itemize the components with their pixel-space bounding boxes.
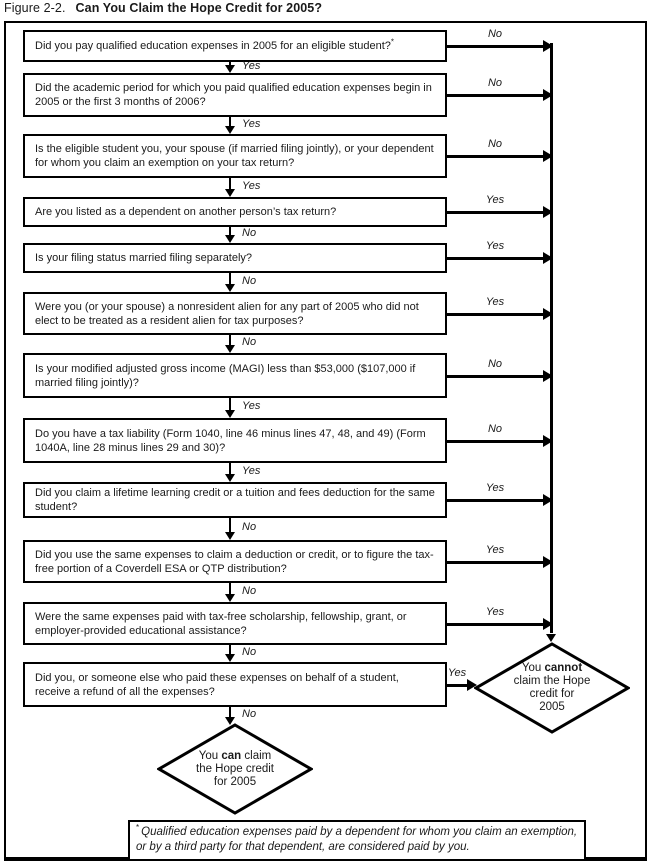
question-text: Do you have a tax liability (Form 1040, line 46 minus lines 47, 48, and 49) (Form 1040A, line 28 minus lines 29 and 30)? [35,427,426,454]
footnote-text: Qualified education expenses paid by a dependent for whom you claim an exemption, or by a third party for that dependent, are considered paid by you. [136,826,578,853]
down-label-no: No [242,646,257,658]
footnote-marker: * [136,823,140,833]
question-text: Are you listed as a dependent on another person’s tax return? [35,206,337,218]
collector-arrowhead-down-icon [546,634,556,642]
question-box-4 [23,197,447,227]
diamond-text-line: You cannot [521,662,583,674]
down-label-no: No [242,336,257,348]
branch-arrowhead-right-icon [543,89,553,101]
branch-label-yes: Yes [485,194,505,206]
down-connector-line [229,707,231,717]
down-label-yes: Yes [242,60,261,72]
down-connector-line [229,583,231,594]
branch-arrowhead-right-icon [543,206,553,218]
down-arrowhead-icon [225,235,235,243]
branch-label-no: No [487,422,503,435]
down-connector-line [229,227,231,235]
down-label-no: No [242,708,257,720]
diamond-text-line: credit for [529,688,575,700]
down-label-no: No [242,275,257,287]
figure-title [4,1,322,15]
down-arrowhead-icon [225,717,235,725]
question-box-1 [23,30,447,62]
question-text: Did the academic period for which you paid qualified education expenses begin in 2005 or the first 3 months of 2006? [35,82,432,108]
branch-arrowhead-right-icon [467,679,477,691]
down-connector-line [229,335,231,345]
branch-arrow-line [447,440,543,443]
figure-number: Figure 2-2. [4,1,66,15]
down-arrowhead-icon [225,284,235,292]
down-label-no: No [242,521,257,533]
branch-label-yes: Yes [485,605,505,618]
branch-label-yes: Yes [485,240,505,252]
down-connector-line [229,518,231,532]
branch-arrowhead-right-icon [543,618,553,630]
down-arrowhead-icon [225,126,235,134]
branch-arrow-line [447,375,543,378]
branch-label-no: No [487,28,503,40]
branch-arrowhead-right-icon [543,150,553,162]
question-box-11 [23,602,447,645]
down-connector-line [229,273,231,284]
branch-arrow-line [447,623,543,626]
question-box-10 [23,540,447,583]
down-arrowhead-icon [225,654,235,662]
down-arrowhead-icon [225,532,235,540]
branch-label-no: No [487,77,503,89]
branch-label-yes: Yes [447,666,467,679]
branch-arrow-line [447,155,543,158]
branch-arrow-line [447,499,543,502]
branch-arrowhead-right-icon [543,435,553,447]
down-label-yes: Yes [242,465,261,477]
branch-arrowhead-right-icon [543,556,553,568]
branch-arrow-line [447,684,467,687]
question-text: Is the eligible student you, your spouse (if married filing jointly), or your dependent for whom you claim an exemption on your tax return? [35,143,434,169]
question-text: Were you (or your spouse) a nonresident alien for any part of 2005 who did not elect to be treated as a resident alien for tax purposes? [35,300,419,327]
question-text: Did you, or someone else who paid these expenses on behalf of a student, receive a refund of all the expenses? [35,671,399,698]
branch-arrowhead-right-icon [543,494,553,506]
flowchart-frame [4,21,647,861]
result-cannot-text [474,642,630,734]
result-can-text [157,723,313,815]
branch-label-no: No [487,357,503,370]
down-connector-line [229,117,231,126]
result-cannot-diamond [474,642,630,734]
branch-arrow-line [447,94,543,97]
down-arrowhead-icon [225,594,235,602]
branch-arrow-line [447,257,543,260]
diamond-text-line: 2005 [539,701,565,713]
down-label-yes: Yes [242,180,261,192]
question-text: Did you use the same expenses to claim a deduction or credit, or to figure the tax-free portion of a Coverdell ESA or QTP distribution? [35,548,434,575]
branch-arrow-line [447,313,543,316]
branch-label-yes: Yes [485,543,505,556]
branch-arrowhead-right-icon [543,40,553,52]
down-arrowhead-icon [225,474,235,482]
branch-arrow-line [447,561,543,564]
down-arrowhead-icon [225,189,235,197]
down-connector-line [229,463,231,474]
question-box-3 [23,134,447,178]
question-box-12 [23,662,447,707]
down-label-yes: Yes [242,118,261,130]
footnote-reference-marker: * [390,37,395,47]
question-text: Did you claim a lifetime learning credit or a tuition and fees deduction for the same student? [35,487,435,513]
diamond-text-line: claim the Hope [513,675,591,687]
down-label-no: No [242,585,257,597]
no-branch-collector-line [550,43,553,633]
question-box-7 [23,353,447,398]
question-box-6 [23,292,447,335]
branch-arrow-line [447,45,543,48]
branch-label-yes: Yes [485,482,505,494]
footnote-box [128,820,586,861]
result-can-diamond [157,723,313,815]
branch-arrow-line [447,211,543,214]
diamond-text-line: You can claim [198,749,272,762]
down-connector-line [229,645,231,654]
figure-title-text: Can You Claim the Hope Credit for 2005? [75,1,323,15]
down-label-yes: Yes [242,400,261,412]
down-label-no: No [242,227,257,239]
branch-arrowhead-right-icon [543,308,553,320]
down-connector-line [229,178,231,189]
question-text: Is your modified adjusted gross income (MAGI) less than $53,000 ($107,000 if married filing jointly)? [35,362,416,389]
question-box-2 [23,73,447,117]
question-box-9 [23,482,447,518]
diamond-text-line: the Hope credit [196,762,274,775]
down-arrowhead-icon [225,410,235,418]
question-text: Did you pay qualified education expenses in 2005 for an eligible student?* [35,37,395,52]
down-connector-line [229,398,231,410]
question-box-5 [23,243,447,273]
branch-label-yes: Yes [485,295,505,308]
branch-label-no: No [487,138,503,150]
question-box-8 [23,418,447,463]
question-text: Is your filing status married filing separately? [35,252,253,264]
diamond-text-line: for 2005 [213,775,257,788]
down-arrowhead-icon [225,65,235,73]
branch-arrowhead-right-icon [543,370,553,382]
down-arrowhead-icon [225,345,235,353]
question-text: Were the same expenses paid with tax-free scholarship, fellowship, grant, or employer-provided educational assistance? [35,610,407,637]
branch-arrowhead-right-icon [543,252,553,264]
